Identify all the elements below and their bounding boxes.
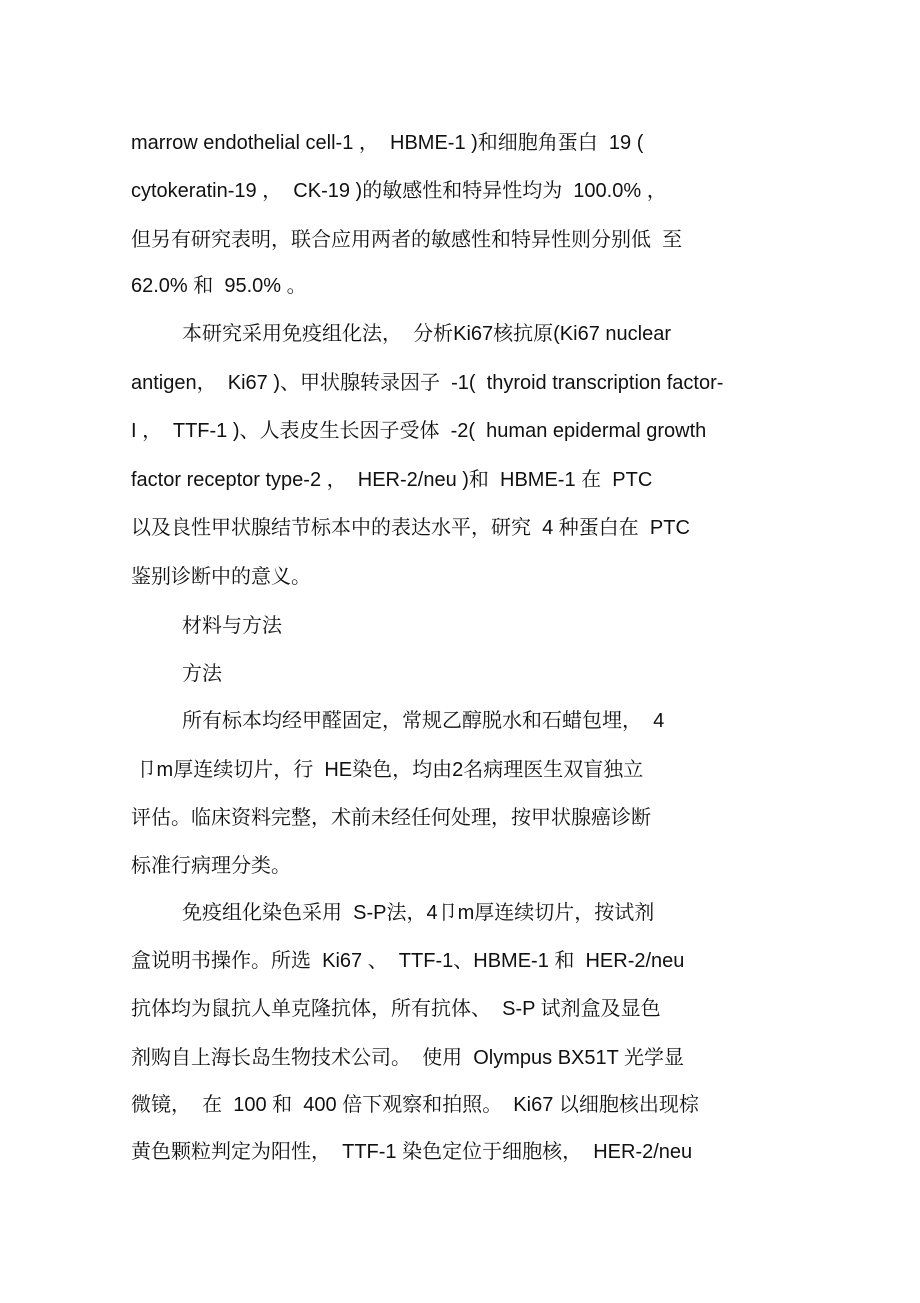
text-line: 剂购自上海长岛生物技术公司。 使用 Olympus BX51T 光学显 [131,1047,685,1069]
text-line: cytokeratin-19 ， CK-19 )的敏感性和特异性均为 100.0% ， [131,180,667,202]
text-line: 抗体均为鼠抗人单克隆抗体，所有抗体、 S-P 试剂盒及显色 [131,998,661,1020]
text-line: 卩m厚连续切片，行 HE染色，均由2名病理医生双盲独立 [131,759,644,781]
text-line: antigen， Ki67 )、甲状腺转录因子 -1( thyroid transcription factor- [131,372,724,394]
text-line: 62.0% 和 95.0% 。 [131,275,307,297]
text-line: 以及良性甲状腺结节标本中的表达水平，研究 4 种蛋白在 PTC [131,517,690,539]
text-line: 鉴别诊断中的意义。 [131,566,311,588]
text-line: marrow endothelial cell-1 ， HBME-1 )和细胞角蛋白 19 ( [131,132,644,154]
text-line: 盒说明书操作。所选 Ki67 、 TTF-1、HBME-1 和 HER-2/neu [131,950,685,972]
section-heading: 材料与方法 [182,615,282,637]
paragraph-start-line: 所有标本均经甲醛固定，常规乙醇脱水和石蜡包埋， 4 [182,710,665,732]
text-line: 但另有研究表明，联合应用两者的敏感性和特异性则分别低 至 [131,229,683,251]
text-line: 黄色颗粒判定为阳性， TTF-1 染色定位于细胞核， HER-2/neu [131,1141,693,1163]
text-line: 标准行病理分类。 [131,855,291,877]
text-line: I ， TTF-1 )、人表皮生长因子受体 -2( human epidermal growth [131,420,707,442]
subsection-heading: 方法 [182,663,222,685]
paragraph-start-line: 本研究采用免疫组化法， 分析Ki67核抗原(Ki67 nuclear [182,323,671,345]
text-line: 评估。临床资料完整，术前未经任何处理，按甲状腺癌诊断 [131,807,651,829]
text-line: 微镜， 在 100 和 400 倍下观察和拍照。 Ki67 以细胞核出现棕 [131,1094,699,1116]
paragraph-start-line: 免疫组化染色采用 S-P法，4卩m厚连续切片，按试剂 [182,902,655,924]
text-line: factor receptor type-2 ， HER-2/neu )和 HBME-1 在 PTC [131,469,653,491]
